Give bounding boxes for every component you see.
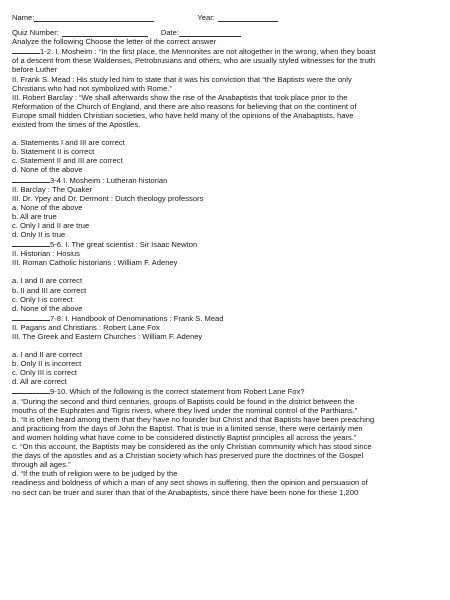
quiz-number-label: Quiz Number: xyxy=(12,28,59,38)
option-c: c. Only III is correct xyxy=(12,368,77,378)
question-line: 1-2. I. Mosheim : “In the first place, the Mennonites are not altogether in the wrong, when they boast xyxy=(12,46,438,56)
question-line: Europe small hidden Christian societies, who have held many of the opinions of the Anabaptists, have xyxy=(12,110,354,120)
date-field[interactable] xyxy=(179,28,241,37)
answer-blank[interactable] xyxy=(12,46,40,54)
option-a: a. None of the above xyxy=(12,202,83,212)
option-b: b. II and III are correct xyxy=(12,285,87,295)
option-d: d. None of the above xyxy=(12,303,83,313)
question-line: Reformation of the Church of England, and there are also reasons for believing that on the continent of xyxy=(12,101,357,111)
question-number: 5-6. xyxy=(50,240,64,250)
option-text: and women holding what have come to be considered distinctly Baptist principles all across the years.” xyxy=(12,432,357,442)
instructions: Analyze the following Choose the letter of the correct answer xyxy=(12,37,217,47)
option-c: c. Statement II and III are correct xyxy=(12,156,123,166)
option-c: c. “On this account, the Baptists may be considered as the only Christian community which has stood since xyxy=(12,442,372,452)
answer-blank[interactable] xyxy=(12,313,50,321)
question-line: III. Dr. Ypey and Dr. Dermont : Dutch theology professors xyxy=(12,193,204,203)
question-line: existed from the times of the Apostles. xyxy=(12,120,141,130)
option-d: d. Only II is true xyxy=(12,230,66,240)
date-label: Date: xyxy=(160,28,179,38)
question-line: III. Roman Catholic historians : William F. Adeney xyxy=(12,258,178,268)
question-line: III. The Greek and Eastern Churches : William F. Adeney xyxy=(12,332,203,341)
option-a: a. I and II are correct xyxy=(12,350,83,360)
option-b: b. “It is often heard among them that they have no founder but Christ and that Baptists have been preaching xyxy=(12,414,375,424)
question-line: of a descent from these Waldenses, Petrobrusians and others, who are usually styled witnesses for the truth xyxy=(12,56,376,66)
question-line: II. Historian : Hosius xyxy=(12,249,80,259)
option-text: the days of the apostles and as a Christian society which has preserved pure the doctrines of the Gospel xyxy=(12,451,364,461)
question-number: 3-4 xyxy=(50,175,61,185)
quiz-number-field[interactable] xyxy=(62,28,148,37)
option-b: b. All are true xyxy=(12,211,57,221)
year-label: Year: xyxy=(197,13,215,22)
question-3-4 xyxy=(12,175,438,240)
question-line: before Luther xyxy=(12,65,58,75)
answer-blank[interactable] xyxy=(12,239,50,247)
question-line: 7-8. I. Handbook of Denominations : Frank S. Mead xyxy=(12,313,438,323)
header-row-2 xyxy=(12,28,438,37)
option-d: d. “If the truth of religion were to be judged by the xyxy=(12,469,178,479)
year-field[interactable] xyxy=(218,13,278,22)
question-line: 3-4 I. Mosheim : Lutheran historian xyxy=(12,175,438,185)
option-a: a. Statements I and III are correct xyxy=(12,138,125,148)
option-b: b. Statement II is correct xyxy=(12,147,95,157)
option-text: no sect can be truer and surer than that of the Anabaptists, since there have been none for these 1,200 xyxy=(12,487,359,497)
answer-blank[interactable] xyxy=(12,386,50,394)
question-9-10 xyxy=(12,386,438,496)
option-text: mouths of the Euphrates and Tigris rivers, where they lived under the nominal control of the Parthians.” xyxy=(12,405,358,415)
option-a: a. I and II are correct xyxy=(12,276,83,286)
option-c: c. Only I and II are true xyxy=(12,220,90,230)
name-label: Name: xyxy=(12,13,35,22)
question-5-6 xyxy=(12,239,438,313)
question-line: Christians who had not symbolized with Rome.” xyxy=(12,83,172,93)
option-b: b. Only II is incorrect xyxy=(12,359,82,369)
question-line: II. Pagans and Christians : Robert Lane Fox xyxy=(12,322,160,332)
question-line: III. Robert Barclay : “We shall afterwards show the rise of the Anabaptists that took place prior to the xyxy=(12,92,348,102)
question-line: II. Frank S. Mead : His study led him to state that it was his conviction that “the Baptists were the only xyxy=(12,74,352,84)
option-text: and practicing from the days of John the Baptist. That is true in a limited sense, there were certainly men xyxy=(12,423,363,433)
name-field[interactable] xyxy=(34,13,154,22)
option-text: through all ages.” xyxy=(12,460,71,470)
option-text: readiness and boldness of which a man of any sect shows in suffering, then the opinion and persuasion of xyxy=(12,478,368,488)
question-number: 1-2. xyxy=(40,47,54,57)
answer-blank[interactable] xyxy=(12,175,50,183)
question-line: 5-6. I. The great scientist : Sir Isaac Newton xyxy=(12,239,438,249)
option-c: c. Only I is correct xyxy=(12,294,73,304)
question-7-8 xyxy=(12,313,438,387)
question-number: 9-10. xyxy=(50,387,68,397)
question-1-2 xyxy=(12,46,438,174)
option-d: d. All are correct xyxy=(12,377,67,387)
question-line: II. Barclay : The Quaker xyxy=(12,184,93,194)
question-number: 7-8. xyxy=(50,313,64,323)
option-a: a. “During the second and third centuries, groups of Baptists could be found in the district between the xyxy=(12,396,355,406)
header-row-1 xyxy=(12,13,438,22)
question-line: 9-10. Which of the following is the correct statement from Robert Lane Fox? xyxy=(12,386,438,396)
option-d: d. None of the above xyxy=(12,165,83,175)
